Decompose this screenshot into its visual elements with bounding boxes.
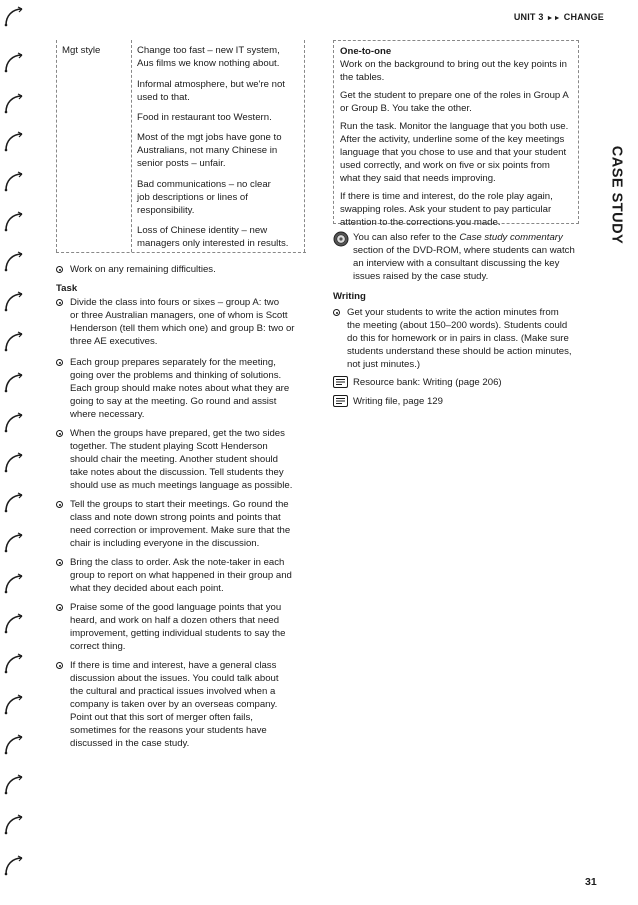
binder-ring-icon bbox=[3, 251, 29, 273]
binder-ring-icon bbox=[3, 131, 29, 153]
text-line: the cultural and practical issues involved when a bbox=[70, 686, 276, 697]
binder-ring-icon bbox=[3, 452, 29, 474]
text-line: swapping roles. Ask your student to pay particular bbox=[340, 204, 552, 215]
text-line: the meeting (about 150–200 words). Students could bbox=[347, 320, 568, 331]
left-column bbox=[56, 40, 306, 253]
writing-bullet bbox=[333, 306, 583, 371]
one-to-one-paragraph bbox=[340, 190, 576, 229]
bullet-icon bbox=[56, 359, 63, 366]
text-line: discussed in the case study. bbox=[70, 738, 190, 749]
binder-ring-icon bbox=[3, 653, 29, 675]
text-line: the tables. bbox=[340, 72, 385, 83]
table-cell-line: senior posts – unfair. bbox=[137, 158, 226, 169]
text-line: or three Australian managers, one of whom is Scott bbox=[70, 310, 288, 321]
binder-ring-icon bbox=[3, 331, 29, 353]
list-item bbox=[56, 263, 306, 276]
text-line: students understand these should be action minutes, bbox=[347, 346, 572, 357]
list-item-text bbox=[70, 601, 308, 653]
task-heading: Task bbox=[56, 283, 78, 294]
text-line: class and note down strong points and points that bbox=[70, 512, 281, 523]
bullet-icon bbox=[56, 662, 63, 669]
binder-ring-icon bbox=[3, 6, 29, 28]
text-line: After the activity, underline some of the key meetings bbox=[340, 134, 565, 145]
resource-bank-link bbox=[333, 376, 502, 389]
binder-ring-icon bbox=[3, 814, 29, 836]
list-item bbox=[56, 498, 308, 550]
table-cell-line: Bad communications – no clear bbox=[137, 179, 271, 190]
text-line: group to report on what happened in their group and bbox=[70, 570, 292, 581]
table-cell bbox=[137, 178, 299, 217]
text-line: correct thing. bbox=[70, 641, 126, 652]
text-line: attention to the corrections you made. bbox=[340, 217, 501, 228]
text-line: Praise some of the good language points that you bbox=[70, 602, 282, 613]
one-to-one-paragraph bbox=[340, 58, 576, 84]
text-line: need correction or improvement. Make sure that the bbox=[70, 525, 291, 536]
bullet-icon bbox=[333, 309, 340, 316]
task-item bbox=[56, 556, 308, 595]
binder-ring-icon bbox=[3, 211, 29, 233]
list-item-text bbox=[347, 306, 583, 371]
one-to-one-paragraph bbox=[340, 89, 576, 115]
text-line: Each group should make notes about what they are bbox=[70, 383, 290, 394]
text-line: Tell the groups to start their meetings. Go round the bbox=[70, 499, 289, 510]
binder-ring-icon bbox=[3, 573, 29, 595]
text-line: Each group prepares separately for the meeting, bbox=[70, 357, 276, 368]
table-cell-line: responsibility. bbox=[137, 205, 195, 216]
text-line: should use as much meetings language as possible. bbox=[70, 480, 293, 491]
one-to-one-box bbox=[333, 40, 579, 228]
task-item bbox=[56, 601, 308, 653]
text-line: heard, and work on half a dozen others that need bbox=[70, 615, 280, 626]
list-item-text bbox=[70, 356, 308, 421]
text-line: what they decided about each point. bbox=[70, 583, 224, 594]
text-line: where necessary. bbox=[70, 409, 145, 420]
text-line: Work on the background to bring out the key points in bbox=[340, 59, 568, 70]
text-line: should chair the meeting. Another student should bbox=[70, 454, 279, 465]
text-line: issues raised by the case study. bbox=[353, 271, 489, 282]
table-cell-line: Change too fast – new IT system, bbox=[137, 45, 280, 56]
bullet-icon bbox=[56, 299, 63, 306]
table-cell-line: used to that. bbox=[137, 92, 190, 103]
list-item-text bbox=[70, 659, 308, 750]
double-arrow-icon: ►► bbox=[546, 15, 561, 22]
list-item bbox=[56, 356, 308, 421]
table-cell-line: managers only interested in results. bbox=[137, 238, 289, 249]
table-cell bbox=[137, 224, 299, 250]
list-item bbox=[56, 659, 308, 750]
issues-table bbox=[56, 40, 306, 253]
text-line: not just minutes.) bbox=[347, 359, 421, 370]
document-icon bbox=[333, 395, 348, 407]
dvd-note-text: You can also refer to the Case study commentary section of the DVD-ROM, where students can watch an interview with a consultant discussing the key issues raised by the case study. bbox=[353, 231, 579, 283]
binder-ring-icon bbox=[3, 52, 29, 74]
document-icon bbox=[333, 376, 348, 388]
text-line: company is taken over by an overseas company. bbox=[70, 699, 278, 710]
text-line: If there is time and interest, do the role play again, bbox=[340, 191, 553, 202]
bullet-icon bbox=[56, 559, 63, 566]
binder-ring-icon bbox=[3, 93, 29, 115]
list-item-text bbox=[70, 296, 308, 348]
list-item bbox=[56, 296, 308, 348]
binder-ring-icon bbox=[3, 492, 29, 514]
binder-ring-icon bbox=[3, 372, 29, 394]
binder-ring-icon bbox=[3, 774, 29, 796]
list-item-text: Work on any remaining difficulties. bbox=[70, 264, 216, 275]
binder-rings bbox=[0, 0, 34, 905]
resource-bank-text: Resource bank: Writing (page 206) bbox=[353, 377, 502, 388]
text-line: section of the DVD-ROM, where students can watch bbox=[353, 245, 575, 256]
table-cell bbox=[137, 44, 299, 70]
task-item bbox=[56, 296, 308, 348]
unit-label: UNIT 3 bbox=[513, 12, 544, 22]
list-item-text bbox=[70, 498, 308, 550]
writing-file-link bbox=[333, 395, 443, 408]
table-cell-line: job descriptions or lines of bbox=[137, 192, 248, 203]
task-item bbox=[56, 427, 308, 492]
text-line: language that you chose to use and that your student bbox=[340, 147, 567, 158]
text-line: Run the task. Monitor the language that you both use. bbox=[340, 121, 569, 132]
binder-ring-icon bbox=[3, 291, 29, 313]
list-item bbox=[56, 427, 308, 492]
text-line: Divide the class into fours or sixes – group A: two bbox=[70, 297, 280, 308]
writing-heading: Writing bbox=[333, 291, 366, 302]
binder-ring-icon bbox=[3, 613, 29, 635]
text-line: together. The student playing Scott Henderson bbox=[70, 441, 268, 452]
bullet-icon bbox=[56, 501, 63, 508]
text-line: going over the problems and thinking of solutions. bbox=[70, 370, 282, 381]
table-cell-line: Food in restaurant too Western. bbox=[137, 112, 272, 123]
list-item bbox=[333, 306, 583, 371]
table-row-label: Mgt style bbox=[62, 45, 101, 56]
binder-ring-icon bbox=[3, 532, 29, 554]
table-cell-line: Aus films we know nothing about. bbox=[137, 58, 280, 69]
text-line: take notes about the discussion. Tell students they bbox=[70, 467, 284, 478]
text-line: Henderson (tell them which one) and group B: two or bbox=[70, 323, 295, 334]
section-tab bbox=[594, 140, 638, 250]
text-line: do this for homework or in pairs in class. (Make sure bbox=[347, 333, 569, 344]
text-line: When the groups have prepared, get the two sides bbox=[70, 428, 285, 439]
text-line: Get your students to write the action minutes from bbox=[347, 307, 559, 318]
table-cell-line: Australians, not many Chinese in bbox=[137, 145, 278, 156]
section-tab-label: CASE STUDY bbox=[608, 145, 625, 245]
writing-file-text: Writing file, page 129 bbox=[353, 396, 443, 407]
binder-ring-icon bbox=[3, 412, 29, 434]
page-number: 31 bbox=[585, 876, 597, 888]
task-item bbox=[56, 498, 308, 550]
binder-ring-icon bbox=[3, 694, 29, 716]
table-cell-line: Informal atmosphere, but we're not bbox=[137, 79, 285, 90]
list-item bbox=[56, 601, 308, 653]
binder-ring-icon bbox=[3, 734, 29, 756]
table-cell bbox=[137, 131, 299, 170]
text-line: If there is time and interest, have a general class bbox=[70, 660, 277, 671]
table-cell-line: Loss of Chinese identity – new bbox=[137, 225, 268, 236]
unit-title: CHANGE bbox=[563, 12, 604, 22]
text-line: what they said that needs improving. bbox=[340, 173, 496, 184]
text-line: improvement, getting individual students to say the bbox=[70, 628, 286, 639]
bullet-icon bbox=[56, 430, 63, 437]
text-line: or Group B. You take the other. bbox=[340, 103, 472, 114]
text-line: chair is including everyone in the discussion. bbox=[70, 538, 260, 549]
dvd-icon bbox=[333, 231, 349, 247]
table-cell-line: Most of the mgt jobs have gone to bbox=[137, 132, 282, 143]
text-line: Bring the class to order. Ask the note-taker in each bbox=[70, 557, 285, 568]
list-item bbox=[56, 556, 308, 595]
bullet-icon bbox=[56, 604, 63, 611]
table-cell bbox=[137, 111, 299, 124]
list-item-text bbox=[70, 427, 308, 492]
text-line: Point out that this sort of merger often fails, bbox=[70, 712, 253, 723]
text-line: going to say at the meeting. Go round and assist bbox=[70, 396, 277, 407]
binder-ring-icon bbox=[3, 171, 29, 193]
text-line: discussion about the issues. You could talk about bbox=[70, 673, 279, 684]
text-line: sometimes for the reasons your students have bbox=[70, 725, 267, 736]
binder-ring-icon bbox=[3, 855, 29, 877]
bullet-icon bbox=[56, 266, 63, 273]
text-line: an interview with a consultant discussing the key bbox=[353, 258, 560, 269]
text-line: three AE executives. bbox=[70, 336, 158, 347]
task-item bbox=[56, 356, 308, 421]
text-line: Get the student to prepare one of the roles in Group A bbox=[340, 90, 569, 101]
running-header bbox=[514, 11, 604, 25]
list-item-text bbox=[70, 556, 308, 595]
task-item bbox=[56, 659, 308, 750]
dvd-commentary-title: Case study commentary bbox=[459, 232, 563, 243]
text-line: used correctly, and work on five or six points from bbox=[340, 160, 550, 171]
one-to-one-heading: One-to-one bbox=[340, 46, 392, 57]
one-to-one-paragraph bbox=[340, 120, 576, 185]
table-cell bbox=[137, 78, 299, 104]
remaining-bullet bbox=[56, 263, 306, 276]
